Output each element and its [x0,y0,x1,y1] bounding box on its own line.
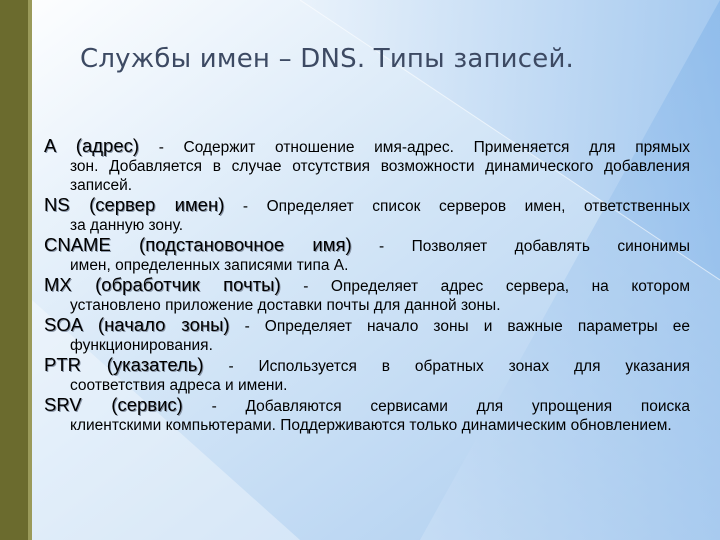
record-srv [44,395,690,435]
record-term: SOA (начало зоны) [44,314,230,335]
record-first-line [44,395,690,416]
record-continuation: функционирования. [70,337,213,354]
record-description: - Определяет начало зоны и важные параметры ее [229,318,690,335]
record-first-line [44,355,690,376]
record-cname [44,235,690,275]
record-description: - Содержит отношение имя-адрес. Применяется для прямых [139,139,690,156]
left-accent-stripe [28,0,32,540]
record-first-line [44,275,690,296]
record-term: SRV (сервис) [44,394,183,415]
record-ptr [44,355,690,395]
record-continuation: клиентскими компьютерами. Поддерживаются только динамическим обновлением. [70,417,672,434]
record-continuation: зон. Добавляется в случае отсутствия возможности динамического добавления записей. [70,158,690,194]
record-soa [44,315,690,355]
record-term: NS (сервер имен) [44,194,225,215]
record-description: - Определяет список серверов имен, ответственных [224,198,690,215]
record-continuation: соответствия адреса и имени. [70,377,288,394]
record-ns [44,195,690,235]
record-term: A (адрес) [44,135,140,156]
record-term: PTR (указатель) [44,354,204,375]
record-first-line [44,136,690,157]
record-term: MX (обработчик почты) [44,274,281,295]
records-list [44,136,690,435]
left-accent-bar [0,0,28,540]
record-continuation: за данную зону. [70,217,184,234]
record-description: - Добавляются сервисами для упрощения поиска [182,398,691,415]
record-first-line [44,235,690,256]
record-first-line [44,195,690,216]
record-description: - Позволяет добавлять синонимы [351,238,690,255]
record-continuation: установлено приложение доставки почты для данной зоны. [70,297,501,314]
record-term: CNAME (подстановочное имя) [44,234,352,255]
record-description: - Определяет адрес сервера, на котором [280,278,691,295]
record-first-line [44,315,690,336]
record-continuation: имен, определенных записями типа А. [70,257,349,274]
record-mx [44,275,690,315]
record-description: - Используется в обратных зонах для указания [203,358,690,375]
slide-title: Службы имен – DNS. Типы записей. [80,44,575,74]
record-a [44,136,690,195]
